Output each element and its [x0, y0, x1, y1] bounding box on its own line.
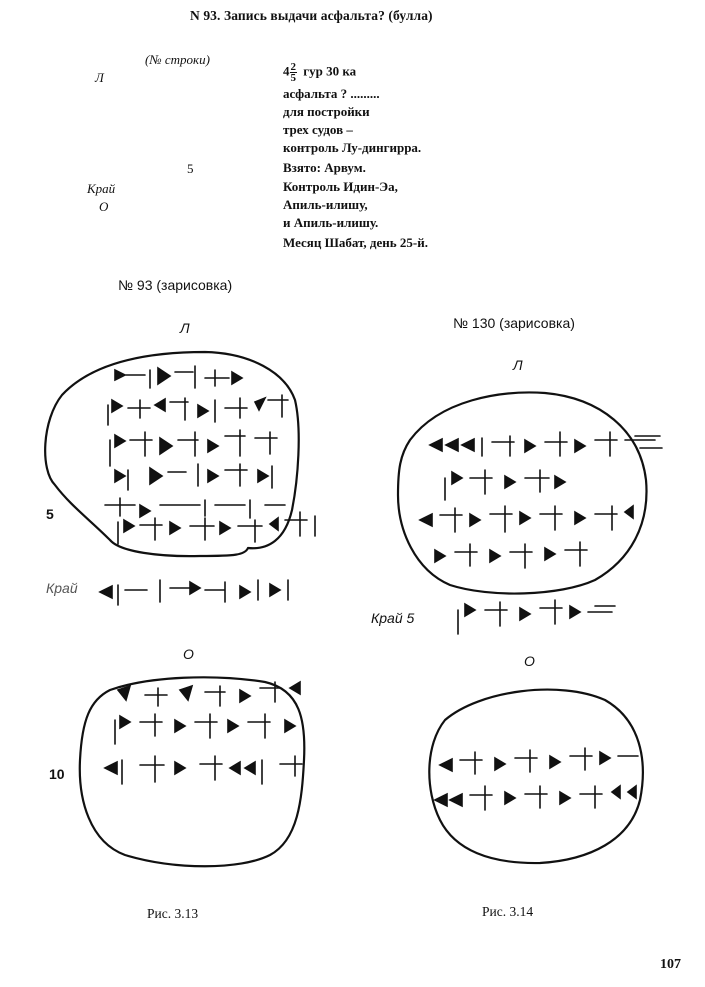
- figure130-edge-label: Край 5: [371, 610, 415, 626]
- text-line-8: Апиль-илишу,: [283, 197, 368, 212]
- side-label-edge: Край: [87, 181, 116, 196]
- line-number-column-label: (№ строки): [145, 52, 210, 67]
- wedges-130-row2: [445, 470, 565, 500]
- tablet-130-reverse-outline: [429, 690, 643, 863]
- wedges-130-row4: [435, 542, 587, 568]
- text-line-10: Месяц Шабат, день 25-й.: [283, 235, 428, 250]
- text-line-9: и Апиль-илишу.: [283, 215, 379, 230]
- side-label-l: Л: [95, 70, 104, 85]
- figure93-heading: № 93 (зарисовка): [118, 277, 233, 293]
- text-line-3: для постройки: [283, 104, 370, 119]
- figure93-obverse-label: Л: [180, 320, 190, 336]
- line-number-5: 5: [187, 161, 194, 176]
- wedges-130-row3: [420, 506, 633, 532]
- line1-lead: 4: [283, 63, 290, 79]
- text-line-7: Контроль Идин-Эа,: [283, 179, 398, 194]
- wedges-130-rev-row1: [440, 748, 638, 774]
- wedges-93-row4: [115, 464, 272, 490]
- wedges-93-rev-row3: [105, 756, 302, 784]
- fraction: $\frac{2}{5}$: [290, 61, 296, 84]
- wedges-130-row1: [430, 432, 662, 456]
- figure93-line-num-5: 5: [46, 506, 54, 522]
- figure93-caption: Рис. 3.13: [147, 906, 199, 921]
- side-label-o: О: [99, 199, 109, 214]
- figure93-line-num-10: 10: [49, 766, 65, 782]
- figure130-caption: Рис. 3.14: [482, 904, 534, 919]
- figure130-obverse-label: Л: [513, 357, 523, 373]
- wedges-93-rev-row2: [115, 714, 295, 744]
- text-line-2: асфальта ? .........: [283, 86, 380, 101]
- entry-title: N 93. Запись выдачи асфальта? (булла): [190, 8, 433, 23]
- wedges-93-row1: [115, 366, 242, 388]
- figure93-reverse-label: О: [183, 646, 194, 662]
- wedges-93-row3: [110, 430, 277, 466]
- cuneiform-signs: [100, 366, 662, 810]
- line1-rest: гур 30 ка: [303, 63, 357, 79]
- text-line-5: контроль Лу-дингирра.: [283, 140, 422, 155]
- page-number: 107: [660, 957, 681, 972]
- tablet-130-obverse-outline: [398, 393, 647, 594]
- figure130-reverse-label: О: [524, 653, 535, 669]
- wedges-93-rev-row1: [118, 682, 300, 706]
- wedges-93-edge: [100, 580, 288, 605]
- figure93-edge-label: Край: [46, 580, 78, 596]
- text-line-4: трех судов –: [283, 122, 353, 137]
- wedges-93-row5: [105, 498, 285, 518]
- wedges-130-rev-row2: [435, 786, 636, 810]
- wedges-93-row2: [108, 395, 288, 425]
- figure130-heading: № 130 (зарисовка): [453, 315, 575, 331]
- wedges-130-edge: [458, 600, 615, 634]
- text-line-6: Взято: Арвум.: [283, 160, 366, 175]
